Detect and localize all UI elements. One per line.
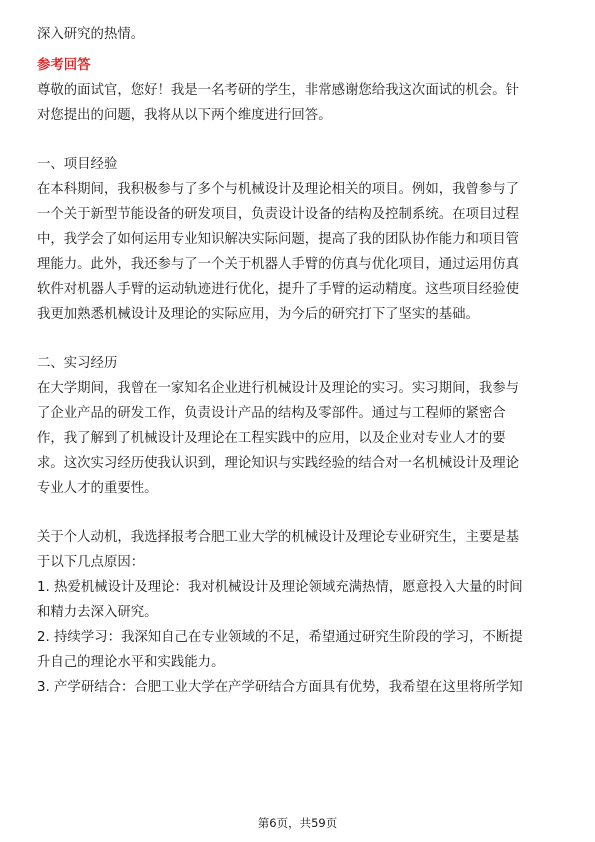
section-heading-projects: 一、项目经验 — [37, 157, 118, 172]
paragraph-line: 一个关于新型节能设备的研发项目，负责设计设备的结构及控制系统。在项目过程 — [37, 207, 520, 222]
paragraph-line: 中，我学会了如何运用专业知识解决实际问题，提高了我的团队协作能力和项目管 — [37, 232, 520, 247]
paragraph-line: 作，我了解到了机械设计及理论在工程实践中的应用，以及企业对专业人才的要 — [37, 431, 506, 446]
paragraph-line: 软件对机器人手臂的运动轨迹进行优化，提升了手臂的运动精度。这些项目经验使 — [37, 282, 520, 297]
spacer — [37, 501, 559, 525]
list-item-line: 和精力去深入研究。 — [37, 605, 158, 620]
list-item-line: 1. 热爱机械设计及理论：我对机械设计及理论领域充满热情，愿意投入大量的时间 — [37, 580, 523, 595]
paragraph-line: 于以下几点原因： — [37, 555, 145, 570]
intro-line: 对您提出的问题，我将从以下两个维度进行回答。 — [37, 108, 332, 123]
paragraph-line: 求。这次实习经历使我认识到，理论知识与实践经验的结合对一名机械设计及理论 — [37, 456, 520, 471]
paragraph-line: 了企业产品的研发工作，负责设计产品的结构及零部件。通过与工程师的紧密合 — [37, 406, 506, 421]
list-item-line: 3. 产学研结合：合肥工业大学在产学研结合方面具有优势，我希望在这里将所学知 — [37, 680, 523, 695]
paragraph-line: 在大学期间，我曾在一家知名企业进行机械设计及理论的实习。实习期间，我参与 — [37, 381, 520, 396]
spacer — [37, 327, 559, 351]
paragraph-line: 我更加熟悉机械设计及理论的实际应用，为今后的研究打下了坚实的基础。 — [37, 307, 479, 322]
paragraph-line: 关于个人动机，我选择报考合肥工业大学的机械设计及理论专业研究生，主要是基 — [37, 530, 520, 545]
list-item-line: 2. 持续学习：我深知自己在专业领域的不足，希望通过研究生阶段的学习，不断提 — [37, 630, 523, 645]
spacer — [37, 128, 559, 152]
list-item-line: 升自己的理论水平和实践能力。 — [37, 655, 225, 670]
paragraph-line: 专业人才的重要性。 — [37, 481, 158, 496]
intro-line: 尊敬的面试官，您好！我是一名考研的学生，非常感谢您给我这次面试的机会。针 — [37, 83, 520, 98]
section-heading-internship: 二、实习经历 — [37, 356, 118, 371]
paragraph-line: 理能力。此外，我还参与了一个关于机器人手臂的仿真与优化项目，通过运用仿真 — [37, 257, 520, 272]
page-number-footer: 第6页，共59页 — [257, 816, 338, 830]
paragraph-line: 在本科期间，我积极参与了多个与机械设计及理论相关的项目。例如，我曾参与了 — [37, 182, 520, 197]
reference-answer-heading: 参考回答 — [37, 58, 91, 73]
document-body — [37, 22, 559, 700]
text-line: 深入研究的热情。 — [37, 27, 145, 42]
